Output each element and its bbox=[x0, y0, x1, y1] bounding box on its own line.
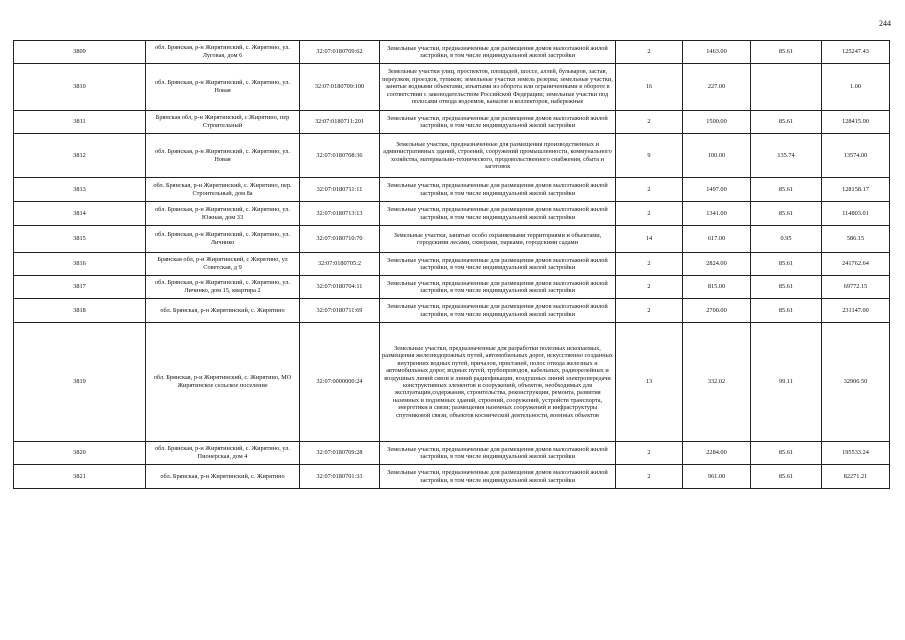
area-cell: 2700.00 bbox=[683, 299, 751, 323]
cadastral-number-cell: 32:07:0180711:69 bbox=[300, 299, 380, 323]
cadastral-number-cell: 32:07:0180713:13 bbox=[300, 202, 380, 226]
use-group-cell: 2 bbox=[616, 178, 683, 202]
land-use-description-cell: Земельные участки, предназначенные для размещения домов малоэтажной жилой застройки, в том числе индивидуальной жилой застройки bbox=[380, 276, 616, 299]
use-group-cell: 2 bbox=[616, 253, 683, 276]
specific-value-cell: 85.61 bbox=[751, 41, 822, 64]
cadastral-value-cell: 241762.64 bbox=[822, 253, 890, 276]
land-use-description-cell: Земельные участки, предназначенные для размещения домов малоэтажной жилой застройки, в том числе индивидуальной жилой застройки bbox=[380, 111, 616, 134]
area-cell: 1500.00 bbox=[683, 111, 751, 134]
address-cell: обл. Брянская, р-н Жирятинский, с. Жирятино, МО Жирятинское сельское поселение bbox=[146, 323, 300, 442]
cadastral-value-cell: 1.00 bbox=[822, 64, 890, 111]
row-number-cell: 3817 bbox=[14, 276, 146, 299]
address-cell: обл. Брянская, р-н Жирятинский, с. Жирятино bbox=[146, 465, 300, 489]
table-row bbox=[14, 134, 890, 178]
use-group-cell: 2 bbox=[616, 465, 683, 489]
row-number-cell: 3812 bbox=[14, 134, 146, 178]
use-group-cell: 16 bbox=[616, 64, 683, 111]
cadastral-value-cell: 13574.00 bbox=[822, 134, 890, 178]
table-row bbox=[14, 299, 890, 323]
cadastral-number-cell: 32:07:0180705:2 bbox=[300, 253, 380, 276]
area-cell: 100.00 bbox=[683, 134, 751, 178]
cadastral-number-cell: 32:07:0180711:11 bbox=[300, 178, 380, 202]
cadastral-value-cell: 586.15 bbox=[822, 226, 890, 253]
table-row bbox=[14, 202, 890, 226]
land-use-description-cell: Земельные участки, предназначенные для размещения домов малоэтажной жилой застройки, в том числе индивидуальной жилой застройки bbox=[380, 465, 616, 489]
area-cell: 332.02 bbox=[683, 323, 751, 442]
area-cell: 961.00 bbox=[683, 465, 751, 489]
table-row bbox=[14, 465, 890, 489]
land-use-description-cell: Земельные участки, предназначенные для размещения домов малоэтажной жилой застройки, в том числе индивидуальной жилой застройки bbox=[380, 178, 616, 202]
use-group-cell: 2 bbox=[616, 299, 683, 323]
specific-value-cell: 85.61 bbox=[751, 178, 822, 202]
cadastral-value-cell: 114803.01 bbox=[822, 202, 890, 226]
use-group-cell: 2 bbox=[616, 276, 683, 299]
table-body bbox=[14, 41, 890, 489]
cadastral-number-cell: 32:07:0180710:70 bbox=[300, 226, 380, 253]
address-cell: обл. Брянская, р-н Жирятинский, с. Жирятино, ул. Пионерская, дом 4 bbox=[146, 442, 300, 465]
land-use-description-cell: Земельные участки улиц, проспектов, площадей, шоссе, аллей, бульваров, застав, переулков, проездов, тупиков; земельные участки земель резерва; земельные участки, занятые водными объектами, изъятыми из оборота или ограниченными в обороте в соответствии с законодательством Российской Федерации; земельные участки под полосами отвода водоемов, каналов и коллекторов, набережные bbox=[380, 64, 616, 111]
area-cell: 617.00 bbox=[683, 226, 751, 253]
address-cell: обл. Брянская, р-н Жирятинский, с. Жирятино, ул. Южная, дом 33 bbox=[146, 202, 300, 226]
table-row bbox=[14, 178, 890, 202]
land-use-description-cell: Земельные участки, занятые особо охраняемыми территориями и объектами, городскими лесами, скверами, парками, городскими садами bbox=[380, 226, 616, 253]
use-group-cell: 2 bbox=[616, 111, 683, 134]
land-use-description-cell: Земельные участки, предназначенные для размещения домов малоэтажной жилой застройки, в том числе индивидуальной жилой застройки bbox=[380, 299, 616, 323]
table-row bbox=[14, 253, 890, 276]
row-number-cell: 3820 bbox=[14, 442, 146, 465]
row-number-cell: 3818 bbox=[14, 299, 146, 323]
page-number: 244 bbox=[879, 19, 891, 28]
table-row bbox=[14, 442, 890, 465]
row-number-cell: 3810 bbox=[14, 64, 146, 111]
address-cell: обл. Брянская, р-н Жирятинский, с. Жирятино, ул. Новая bbox=[146, 134, 300, 178]
specific-value-cell: 0.95 bbox=[751, 226, 822, 253]
specific-value-cell: 135.74 bbox=[751, 134, 822, 178]
address-cell: обл. Брянская, р-н Жирятинский, с. Жирятино, ул. Луговая, дом 6 bbox=[146, 41, 300, 64]
cadastral-number-cell: 32:07:0180708:36 bbox=[300, 134, 380, 178]
cadastral-number-cell: 32:07:0180704:11 bbox=[300, 276, 380, 299]
cadastral-number-cell: 32:07:0180711:201 bbox=[300, 111, 380, 134]
area-cell: 1497.00 bbox=[683, 178, 751, 202]
specific-value-cell: 85.61 bbox=[751, 299, 822, 323]
table-row bbox=[14, 64, 890, 111]
table-row bbox=[14, 111, 890, 134]
cadastral-value-cell: 32906.50 bbox=[822, 323, 890, 442]
land-use-description-cell: Земельные участки, предназначенные для размещения производственных и административных зданий, строений, сооружений промышленности, коммунального хозяйства, материально-технического, продовольственного снабжения, сбыта и заготовок bbox=[380, 134, 616, 178]
row-number-cell: 3809 bbox=[14, 41, 146, 64]
address-cell: Брянская обл, р-н Жирятинский, с Жирятино, ул Советская, д 9 bbox=[146, 253, 300, 276]
specific-value-cell: 99.11 bbox=[751, 323, 822, 442]
specific-value-cell: 85.61 bbox=[751, 276, 822, 299]
cadastral-value-cell: 128415.00 bbox=[822, 111, 890, 134]
address-cell: обл. Брянская, р-н Жирятинский, с. Жирятино, ул. Личинко, дом 15, квартира 2 bbox=[146, 276, 300, 299]
cadastral-number-cell: 32:07:0180709:62 bbox=[300, 41, 380, 64]
land-use-description-cell: Земельные участки, предназначенные для размещения домов малоэтажной жилой застройки, в том числе индивидуальной жилой застройки bbox=[380, 253, 616, 276]
cadastral-number-cell: 32:07:0000000:24 bbox=[300, 323, 380, 442]
table-row bbox=[14, 276, 890, 299]
area-cell: 1341.00 bbox=[683, 202, 751, 226]
use-group-cell: 2 bbox=[616, 442, 683, 465]
address-cell: обл. Брянская, р-н Жирятинский, с. Жирятино, пер. Строительный, дом 8а bbox=[146, 178, 300, 202]
use-group-cell: 13 bbox=[616, 323, 683, 442]
table-row bbox=[14, 323, 890, 442]
cadastral-value-cell: 82271.21 bbox=[822, 465, 890, 489]
specific-value-cell: 85.61 bbox=[751, 111, 822, 134]
cadastral-value-cell: 69772.15 bbox=[822, 276, 890, 299]
specific-value-cell: 85.61 bbox=[751, 202, 822, 226]
use-group-cell: 2 bbox=[616, 202, 683, 226]
area-cell: 227.00 bbox=[683, 64, 751, 111]
land-use-description-cell: Земельные участки, предназначенные для размещения домов малоэтажной жилой застройки, в том числе индивидуальной жилой застройки bbox=[380, 41, 616, 64]
address-cell: Брянская обл, р-н Жирятинский, с Жирятино, пер Строительный bbox=[146, 111, 300, 134]
specific-value-cell: 85.61 bbox=[751, 465, 822, 489]
table-row bbox=[14, 41, 890, 64]
land-use-description-cell: Земельные участки, предназначенные для размещения домов малоэтажной жилой застройки, в том числе индивидуальной жилой застройки bbox=[380, 442, 616, 465]
area-cell: 815.00 bbox=[683, 276, 751, 299]
cadastral-value-cell: 231147.00 bbox=[822, 299, 890, 323]
table-row bbox=[14, 226, 890, 253]
cadastral-value-cell: 128158.17 bbox=[822, 178, 890, 202]
address-cell: обл. Брянская, р-н Жирятинский, с. Жирятино, ул. Личинко bbox=[146, 226, 300, 253]
specific-value-cell: 85.61 bbox=[751, 442, 822, 465]
land-use-description-cell: Земельные участки, предназначенные для размещения домов малоэтажной жилой застройки, в том числе индивидуальной жилой застройки bbox=[380, 202, 616, 226]
area-cell: 2824.00 bbox=[683, 253, 751, 276]
cadastral-number-cell: 32:07:0180701:33 bbox=[300, 465, 380, 489]
use-group-cell: 14 bbox=[616, 226, 683, 253]
address-cell: обл. Брянская, р-н Жирятинский, с. Жирятино bbox=[146, 299, 300, 323]
row-number-cell: 3819 bbox=[14, 323, 146, 442]
cadastral-number-cell: 32:07:0180709:100 bbox=[300, 64, 380, 111]
row-number-cell: 3811 bbox=[14, 111, 146, 134]
row-number-cell: 3815 bbox=[14, 226, 146, 253]
use-group-cell: 2 bbox=[616, 41, 683, 64]
address-cell: обл. Брянская, р-н Жирятинский, с. Жирятино, ул. Новая bbox=[146, 64, 300, 111]
row-number-cell: 3821 bbox=[14, 465, 146, 489]
cadastral-number-cell: 32:07:0180709:28 bbox=[300, 442, 380, 465]
specific-value-cell: 85.61 bbox=[751, 253, 822, 276]
cadastral-value-table bbox=[13, 40, 890, 489]
specific-value-cell bbox=[751, 64, 822, 111]
use-group-cell: 9 bbox=[616, 134, 683, 178]
cadastral-value-cell: 195533.24 bbox=[822, 442, 890, 465]
row-number-cell: 3816 bbox=[14, 253, 146, 276]
row-number-cell: 3814 bbox=[14, 202, 146, 226]
area-cell: 1463.00 bbox=[683, 41, 751, 64]
row-number-cell: 3813 bbox=[14, 178, 146, 202]
area-cell: 2284.00 bbox=[683, 442, 751, 465]
cadastral-value-cell: 125247.43 bbox=[822, 41, 890, 64]
land-use-description-cell: Земельные участки, предназначенные для разработки полезных ископаемых, размещения железнодорожных путей, автомобильных дорог, искусственно созданных внутренних водных путей, причалов, пристаней, полос отвода железных и автомобильных дорог, водных путей, трубопроводов, кабельных, радиорелейных и воздушных линий связи и линий радиофикации, воздушных линий электропередачи конструктивных элементов и сооружений, объектов, необходимых для эксплуатации,содержания, строительства, реконструкции, ремонта, развития наземных и подземных зданий, строений, сооружений, устройств транспорта, энергетики и связи; размещения наземных сооружений и инфраструктуры спутниковой связи, объектов космической деятельности, военных объектов bbox=[380, 323, 616, 442]
